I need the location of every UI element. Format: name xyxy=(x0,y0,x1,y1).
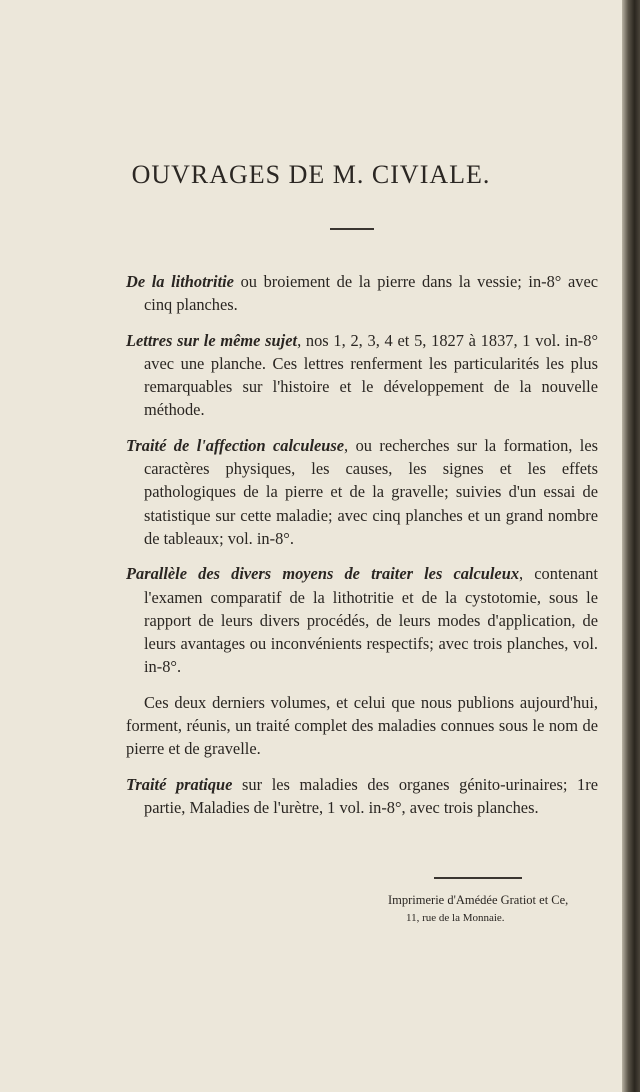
entry-title: Traité de l'affection calculeuse xyxy=(126,435,345,455)
list-item xyxy=(126,773,598,820)
imprint-rule xyxy=(434,877,522,879)
entry-text: , contenant l'examen comparatif de la lithotritie et de la cystotomie, sous le rapport de leurs divers procédés, de leurs modes d'application, de leurs avantages ou inconvénients respectifs; avec trois planches, vol. in-8°. xyxy=(144,564,598,677)
entry-text: ou broiement de la pierre dans la vessie; in-8° avec cinq planches. xyxy=(144,272,598,315)
entry-text: sur les maladies des organes génito-urinaires; 1re partie, Maladies de l'urètre, 1 vol. in-8°, avec trois planches. xyxy=(144,774,598,817)
entry-text: , ou recherches sur la formation, les caractères physiques, les causes, les signes et les effets pathologiques de la pierre et de la gravelle; suivies d'un essai de statistique sur cette maladie; avec cinq planches et un grand nombre de tableaux; vol. in-8°. xyxy=(144,435,599,548)
book-list xyxy=(126,270,598,831)
page-title: OUVRAGES DE M. CIVIALE. xyxy=(131,160,491,189)
entry-title: Lettres sur le même sujet xyxy=(126,330,298,350)
list-item xyxy=(126,562,598,678)
imprint-line-2: 11, rue de la Monnaie. xyxy=(406,911,505,924)
imprint-line-1: Imprimerie d'Amédée Gratiot et Ce, xyxy=(388,892,569,907)
page-binding-edge xyxy=(622,0,640,1092)
entry-title: De la lithotritie xyxy=(126,272,234,291)
entry-text: , nos 1, 2, 3, 4 et 5, 1827 à 1837, 1 vol. in-8° avec une planche. Ces lettres renferment les particularités les plus remarquables sur l'histoire et le développement de la nouvelle méthode. xyxy=(144,330,598,420)
title-rule xyxy=(330,228,374,230)
note-paragraph: Ces deux derniers volumes, et celui que nous publions aujourd'hui, forment, réunis, un traité complet des maladies connues sous le nom de pierre et de gravelle. xyxy=(126,692,598,759)
list-item xyxy=(126,329,598,422)
entry-title: Parallèle des divers moyens de traiter les calculeux xyxy=(126,564,520,584)
printer-imprint xyxy=(388,877,598,927)
list-item xyxy=(126,434,598,550)
list-item xyxy=(126,270,598,317)
entry-title: Traité pratique xyxy=(126,774,233,794)
